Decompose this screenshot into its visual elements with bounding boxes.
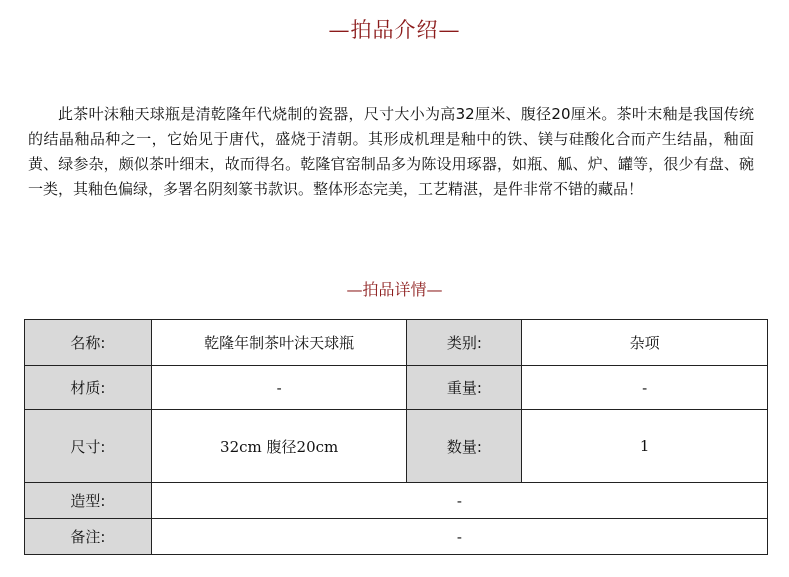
intro-section-title: —拍品介绍— [328, 18, 461, 42]
table-row [25, 410, 768, 483]
quantity-label: 数量: [407, 410, 522, 483]
material-label: 材质: [25, 366, 152, 410]
size-value: 32cm 腹径20cm [151, 410, 407, 483]
intro-paragraph: 此茶叶沫釉天球瓶是清乾隆年代烧制的瓷器，尺寸大小为高32厘米、腹径20厘米。茶叶末釉是我国传统的结晶釉品种之一，它始见于唐代，盛烧于清朝。其形成机理是釉中的铁、镁与硅酸化合而产生结晶，釉面黄、绿参杂，颇似茶叶细末，故而得名。乾隆官窑制品多为陈设用琢器，如瓶、觚、炉、罐等，很少有盘、碗一类，其釉色偏绿，多署名阴刻篆书款识。整体形态完美，工艺精湛，是件非常不错的藏品！ [28, 105, 754, 198]
quantity-value: 1 [522, 410, 768, 483]
details-table [24, 319, 768, 555]
table-row [25, 519, 768, 555]
details-section-title: —拍品详情— [346, 280, 443, 299]
material-value: - [151, 366, 407, 410]
table-row [25, 483, 768, 519]
weight-value: - [522, 366, 768, 410]
remarks-value: - [151, 519, 767, 555]
name-label: 名称: [25, 320, 152, 366]
shape-value: - [151, 483, 767, 519]
category-label: 类别: [407, 320, 522, 366]
shape-label: 造型: [25, 483, 152, 519]
category-value: 杂项 [522, 320, 768, 366]
remarks-label: 备注: [25, 519, 152, 555]
table-row [25, 366, 768, 410]
name-value: 乾隆年制茶叶沫天球瓶 [151, 320, 407, 366]
weight-label: 重量: [407, 366, 522, 410]
size-label: 尺寸: [25, 410, 152, 483]
table-row [25, 320, 768, 366]
